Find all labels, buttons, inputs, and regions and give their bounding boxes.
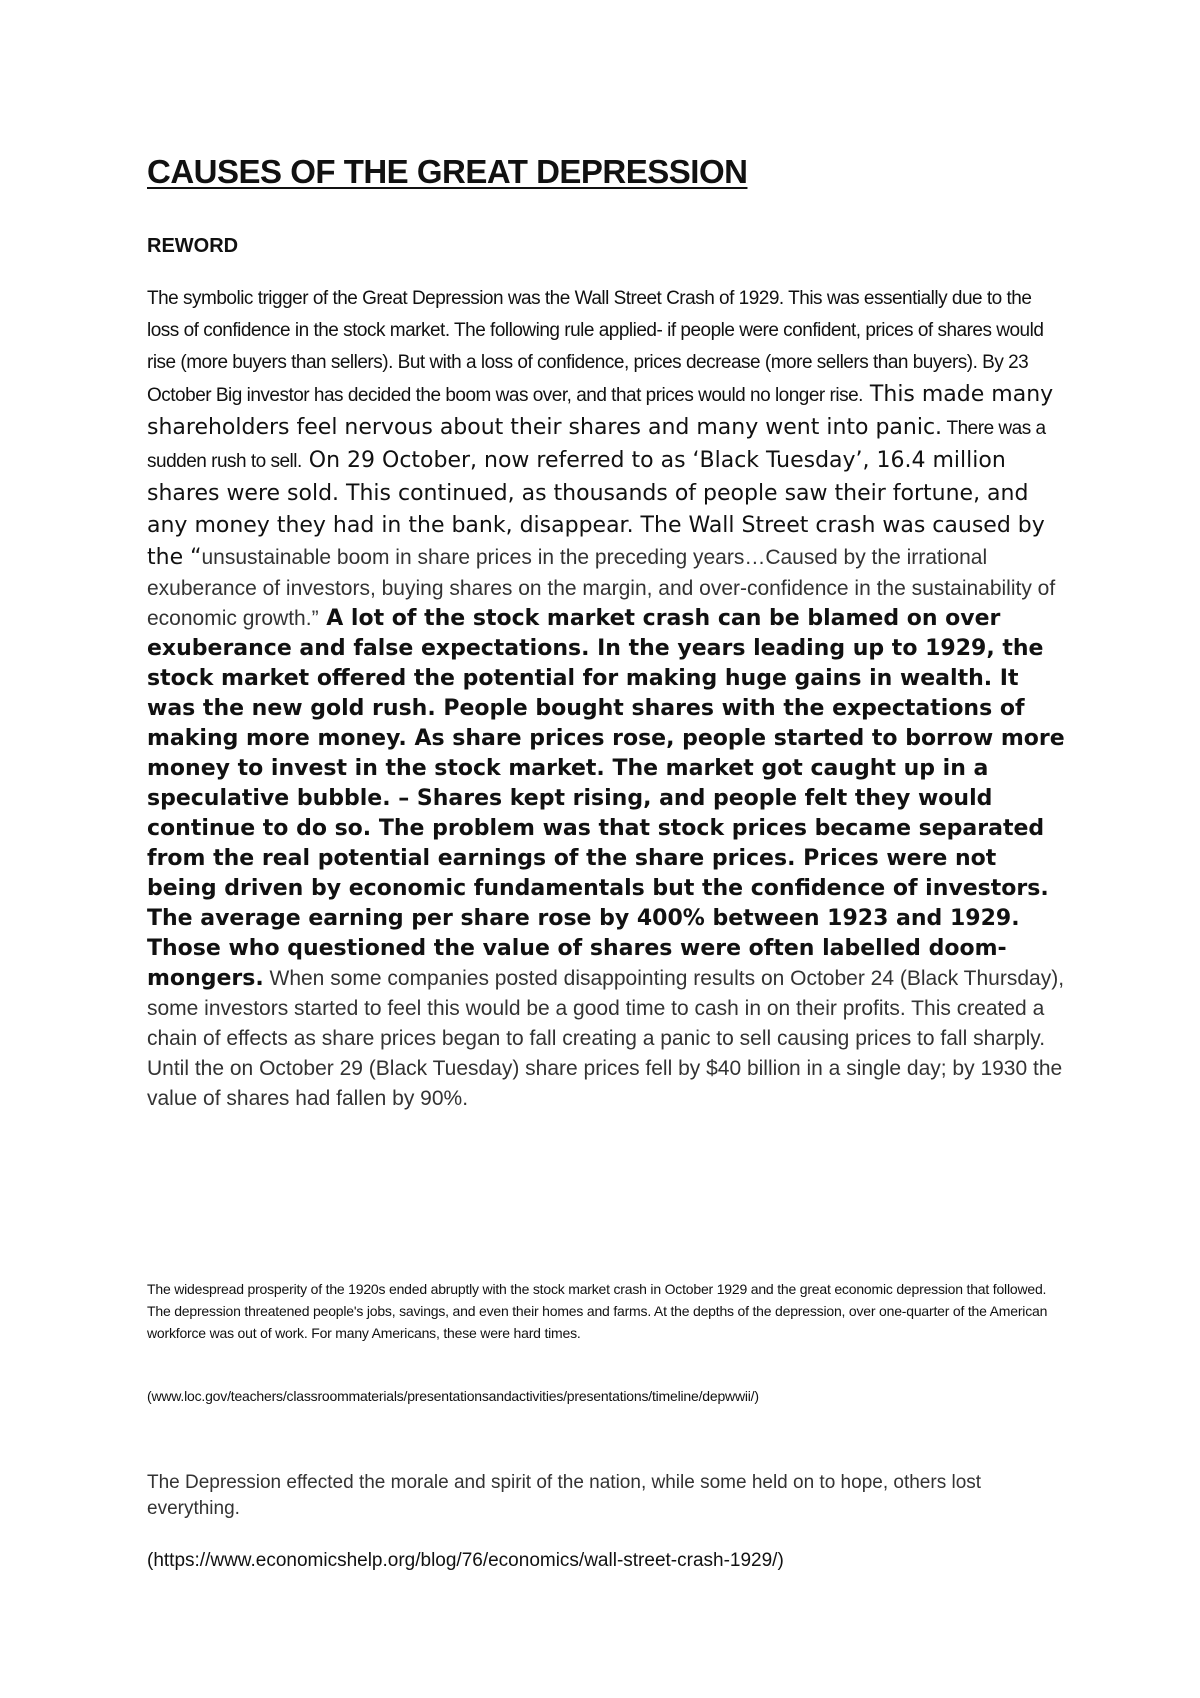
main-paragraph-part-4: On 29 October, now referred to as ‘Black Tuesday’, 16.4 million shares were sold. This continued, as thousands of people saw their fortune, and any money they had in the bank, disappear. The Wall Street crash was caused by the “ bbox=[147, 448, 1045, 570]
main-paragraph-quote: unsustainable boom in share prices in the preceding years…Caused by the irrational exuberance of investors, buying shares on the margin, and over-confidence in the sustainability of economic growth.” bbox=[147, 546, 1056, 630]
page-title: CAUSES OF THE GREAT DEPRESSION bbox=[147, 153, 748, 190]
loc-paragraph: The widespread prosperity of the 1920s ended abruptly with the stock market crash in October 1929 and the great economic depression that followed. The depression threatened people's jobs, savings, and even their homes and farms. At the depths of the depression, over one-quarter of the American workforce was out of work. For many Americans, these were hard times. bbox=[147, 1281, 1048, 1341]
loc-source-citation: (www.loc.gov/teachers/classroommaterials/presentationsandactivities/presentations/timeline/depwwii/) bbox=[147, 1388, 759, 1404]
main-paragraph bbox=[147, 283, 1067, 1114]
section-subtitle: REWORD bbox=[147, 235, 239, 257]
main-paragraph-part-1: The symbolic trigger of the Great Depression was the Wall Street Crash of 1929. This was essentially due to the loss of confidence in the stock market. The following rule applied- if people were confident, prices of shares would rise (more buyers than sellers). But with a loss of confidence, prices decrease (more sellers than buyers). By 23 October Big investor has decided the boom was over, and that prices would no longer rise. bbox=[147, 288, 1044, 406]
main-paragraph-part-2: This made many shareholders feel nervous about their shares and many went into panic. bbox=[147, 382, 1054, 440]
economics-source-citation: (https://www.economicshelp.org/blog/76/economics/wall-street-crash-1929/) bbox=[147, 1550, 784, 1571]
main-paragraph-part-3: There was a sudden rush to sell. bbox=[147, 418, 1046, 472]
main-paragraph-part-6: A lot of the stock market crash can be blamed on over exuberance and false expectations. In the years leading up to 1929, the stock market offered the potential for making huge gains in wealth. It was the new gold rush. People bought shares with the expectations of making more money. As share prices rose, people started to borrow more money to invest in the stock market. The market got caught up in a speculative bubble. – Shares kept rising, and people felt they would continue to do so. The problem was that stock prices became separated from the real potential earnings of the share prices. Prices were not being driven by economic fundamentals but the confidence of investors. The average earning per share rose by 400% between 1923 and 1929. Those who questioned the value of shares were often labelled doom-mongers. bbox=[147, 606, 1065, 991]
morale-paragraph: The Depression effected the morale and spirit of the nation, while some held on to hope, others lost everything. bbox=[147, 1472, 982, 1519]
main-paragraph-part-7: When some companies posted disappointing results on October 24 (Black Thursday), some investors started to feel this would be a good time to cash in on their profits. This created a chain of effects as share prices began to fall creating a panic to sell causing prices to fall sharply. Until the on October 29 (Black Tuesday) share prices fell by $40 billion in a single day; by 1930 the value of shares had fallen by 90%. bbox=[147, 967, 1065, 1110]
